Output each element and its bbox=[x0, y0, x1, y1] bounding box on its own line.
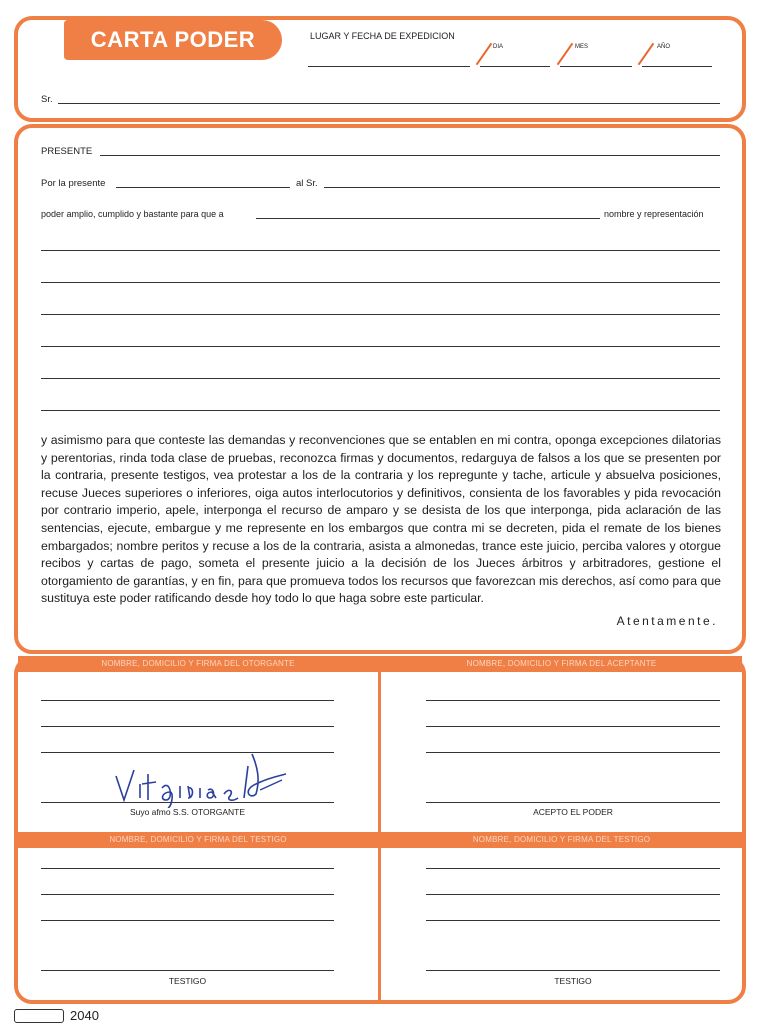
testigo-left-caption: TESTIGO bbox=[168, 976, 207, 986]
footer bbox=[14, 1008, 99, 1023]
testigo-left-line-1[interactable] bbox=[41, 868, 334, 869]
place-date-label: LUGAR Y FECHA DE EXPEDICION bbox=[310, 31, 455, 41]
otorgante-caption: Suyo afmo S.S. OTORGANTE bbox=[129, 807, 246, 817]
blank-line-2[interactable] bbox=[41, 282, 720, 283]
testigo-right-signature-line[interactable] bbox=[426, 970, 720, 971]
testigo-right-line-3[interactable] bbox=[426, 920, 720, 921]
blank-line-1[interactable] bbox=[41, 250, 720, 251]
aceptante-line-2[interactable] bbox=[426, 726, 720, 727]
testigo-right-line-1[interactable] bbox=[426, 868, 720, 869]
sr-field[interactable] bbox=[58, 103, 720, 104]
form-number: 2040 bbox=[70, 1008, 99, 1023]
otorgante-name-field[interactable] bbox=[116, 187, 290, 188]
month-label: MES bbox=[575, 44, 589, 50]
blank-line-3[interactable] bbox=[41, 314, 720, 315]
year-label: AÑO bbox=[657, 44, 671, 50]
nombre-representacion-label: nombre y representación bbox=[604, 209, 704, 219]
day-field[interactable] bbox=[480, 66, 550, 67]
month-field[interactable] bbox=[560, 66, 632, 67]
presente-label: PRESENTE bbox=[41, 146, 93, 157]
presente-field[interactable] bbox=[100, 155, 720, 156]
poder-field[interactable] bbox=[256, 218, 600, 219]
testigo-left-line-2[interactable] bbox=[41, 894, 334, 895]
aceptante-band: NOMBRE, DOMICILIO Y FIRMA DEL ACEPTANTE bbox=[381, 656, 742, 672]
year-field[interactable] bbox=[642, 66, 712, 67]
por-la-presente-label: Por la presente bbox=[41, 178, 106, 189]
otorgante-line-2[interactable] bbox=[41, 726, 334, 727]
aceptante-signature-line[interactable] bbox=[426, 802, 720, 803]
signature-divider bbox=[378, 660, 381, 1000]
otorgante-band: NOMBRE, DOMICILIO Y FIRMA DEL OTORGANTE bbox=[18, 656, 378, 672]
aceptante-caption: ACEPTO EL PODER bbox=[533, 807, 613, 817]
publisher-logo-icon bbox=[14, 1009, 64, 1023]
blank-line-6[interactable] bbox=[41, 410, 720, 411]
handwritten-signature bbox=[110, 748, 290, 808]
testigo-left-line-3[interactable] bbox=[41, 920, 334, 921]
poder-amplio-label: poder amplio, cumplido y bastante para que a bbox=[41, 209, 224, 219]
aceptante-line-3[interactable] bbox=[426, 752, 720, 753]
testigo-right-line-2[interactable] bbox=[426, 894, 720, 895]
testigo-left-signature-line[interactable] bbox=[41, 970, 334, 971]
testigo-band-right: NOMBRE, DOMICILIO Y FIRMA DEL TESTIGO bbox=[381, 832, 742, 848]
blank-line-4[interactable] bbox=[41, 346, 720, 347]
form-title: CARTA PODER bbox=[64, 20, 282, 60]
al-sr-label: al Sr. bbox=[296, 178, 318, 189]
testigo-band-left: NOMBRE, DOMICILIO Y FIRMA DEL TESTIGO bbox=[18, 832, 378, 848]
blank-line-5[interactable] bbox=[41, 378, 720, 379]
powers-paragraph: y asimismo para que conteste las demandas y reconvenciones que se entablen en mi contra, oponga excepciones dilatorias y perentorias, rinda toda clase de pruebas, reconozca firmas y documentos, redarguya de falsos a los que se presenten por la contraria, presente testigos, vea protestar a los de la contraria y los repregunte y tache, articule y absuelva posiciones, recuse Jueces superiores o inferiores, oiga autos interlocutorios y definitivos, consienta de los favorables y pida revocación por contrario imperio, apele, interponga el recurso de amparo y se desista de los que interponga, pida aclaración de las sentencias, ejecute, embargue y me represente en los embargos que contra mi se decreten, pida el remate de los bienes embargados; nombre peritos y recuse a los de la contraria, asista a almonedas, trance este juicio, perciba valores y otorgue recibos y cartas de pago, someta el presente juicio a la decisión de los Jueces árbitros y arbitradores, gestione el otorgamiento de garantías, y en fin, para que promueva todos los recursos que favorezcan mis derechos, así como para que sustituya este poder ratificando desde hoy todo lo que haga sobre este particular. bbox=[41, 433, 721, 606]
day-label: DIA bbox=[493, 44, 504, 50]
otorgante-line-1[interactable] bbox=[41, 700, 334, 701]
place-date-field[interactable] bbox=[308, 66, 470, 67]
aceptante-line-1[interactable] bbox=[426, 700, 720, 701]
closing-text: Atentamente. bbox=[616, 614, 718, 628]
sr-label: Sr. bbox=[41, 94, 53, 105]
testigo-right-caption: TESTIGO bbox=[554, 976, 592, 986]
apoderado-name-field[interactable] bbox=[324, 187, 720, 188]
